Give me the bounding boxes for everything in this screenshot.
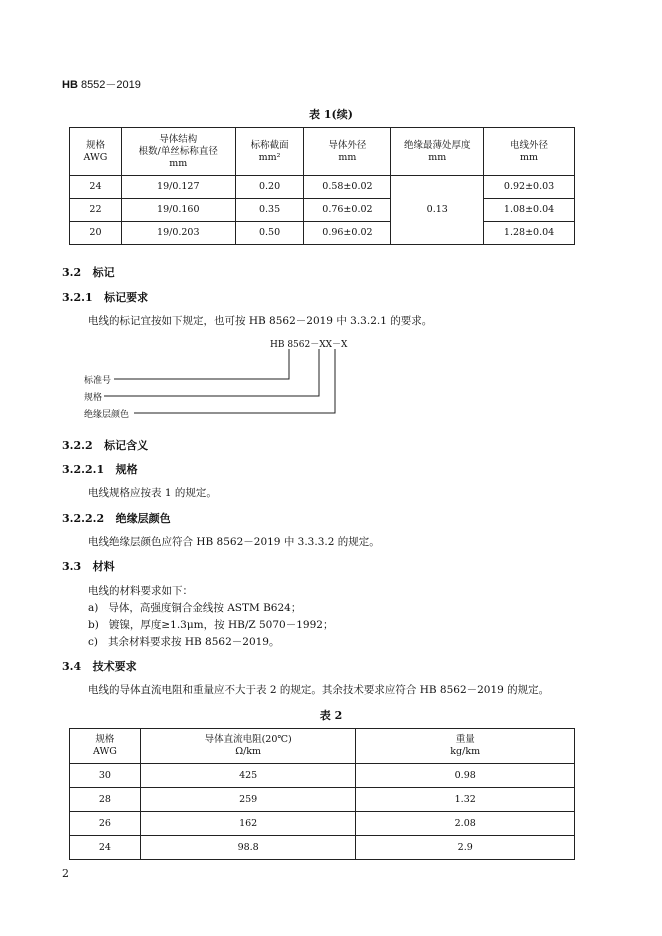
section-3-2-heading: 3.2 标记	[62, 266, 115, 279]
header-dc-resistance: 导体直流电阻(20℃) Ω/km	[140, 729, 356, 764]
list-item: c) 其余材料要求按 HB 8562－2019。	[88, 636, 280, 648]
header-insulation-thickness: 绝缘最薄处厚度 mm	[391, 128, 484, 176]
marking-code: HB 8562－XX－X	[270, 340, 348, 350]
list-item: b) 镀镍，厚度≥1.3μm，按 HB/Z 5070－1992；	[88, 619, 334, 631]
table-row: 28 259 1.32	[70, 788, 575, 812]
paragraph-3-2-2-2: 电线绝缘层颜色应符合 HB 8562－2019 中 3.3.3.2 的规定。	[88, 536, 380, 548]
leader-line-spec	[104, 349, 319, 396]
header-awg: 规格 AWG	[70, 128, 122, 176]
table2-header-row	[70, 729, 575, 764]
leader-line-standard	[114, 349, 289, 379]
paragraph-3-2-1: 电线的标记宜按如下规定，也可按 HB 8562－2019 中 3.3.2.1 的要求。	[88, 315, 433, 327]
marking-label-standard: 标准号	[84, 376, 112, 386]
table1-caption: 表 1(续)	[309, 108, 353, 121]
marking-label-spec: 规格	[84, 393, 103, 403]
table2	[69, 728, 575, 860]
section-3-4-heading: 3.4 技术要求	[62, 660, 137, 673]
document-code: HB 8552－2019	[62, 79, 141, 91]
table-row: 20 19/0.203 0.50 0.96±0.02 1.28±0.04	[70, 222, 575, 245]
header-awg: 规格 AWG	[70, 729, 141, 764]
paragraph-3-3: 电线的材料要求如下：	[88, 585, 193, 597]
header-wire-diameter: 电线外径 mm	[484, 128, 575, 176]
merged-thickness-cell: 0.13	[391, 176, 484, 245]
leader-line-color	[134, 349, 335, 413]
table-row: 24 19/0.127 0.20 0.58±0.02 0.13 0.92±0.03	[70, 176, 575, 199]
header-nominal-section: 标称截面 mm²	[235, 128, 304, 176]
table-row: 26 162 2.08	[70, 812, 575, 836]
list-item: a) 导体，高强度铜合金线按 ASTM B624；	[88, 602, 302, 614]
header-conductor-structure: 导体结构 根数/单丝标称直径 mm	[121, 128, 235, 176]
header-conductor-diameter: 导体外径 mm	[304, 128, 391, 176]
table-row: 22 19/0.160 0.35 0.76±0.02 1.08±0.04	[70, 199, 575, 222]
table2-caption: 表 2	[319, 709, 343, 722]
table-row: 24 98.8 2.9	[70, 836, 575, 860]
section-3-2-1-heading: 3.2.1 标记要求	[62, 291, 149, 304]
marking-label-color: 绝缘层颜色	[84, 410, 130, 420]
section-3-2-2-2-heading: 3.2.2.2 绝缘层颜色	[62, 512, 171, 525]
page-number: 2	[62, 867, 69, 880]
table-row: 30 425 0.98	[70, 764, 575, 788]
paragraph-3-4: 电线的导体直流电阻和重量应不大于表 2 的规定。其余技术要求应符合 HB 8562－2019 的规定。	[88, 684, 550, 696]
section-3-2-2-1-heading: 3.2.2.1 规格	[62, 463, 138, 476]
section-3-3-heading: 3.3 材料	[62, 560, 115, 573]
section-3-2-2-heading: 3.2.2 标记含义	[62, 439, 149, 452]
paragraph-3-2-2-1: 电线规格应按表 1 的规定。	[88, 487, 217, 499]
header-weight: 重量 kg/km	[356, 729, 575, 764]
